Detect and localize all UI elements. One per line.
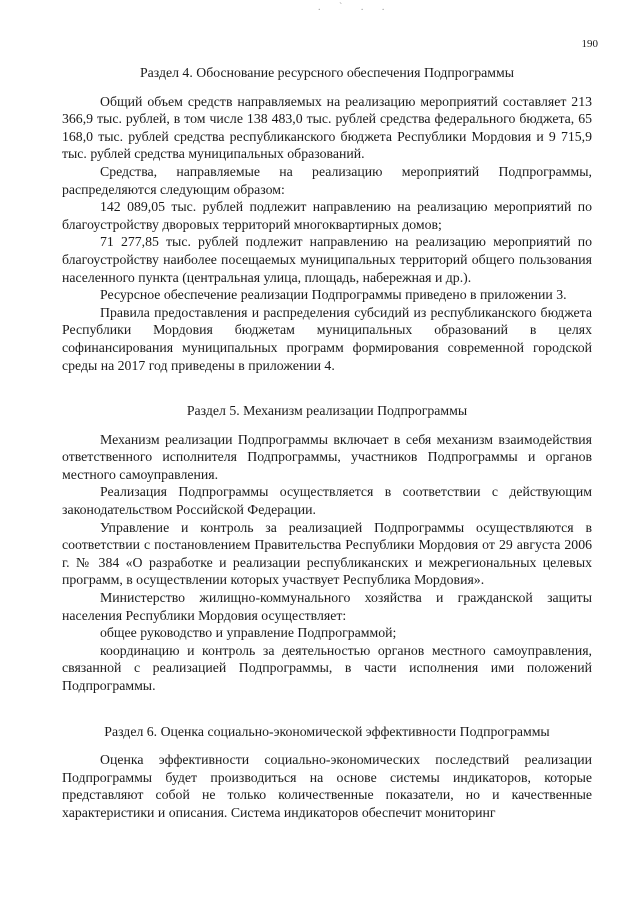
paragraph: Средства, направляемые на реализацию мероприятий Подпрограммы, распределяются следующим образом: xyxy=(62,163,592,197)
paragraph: Общий объем средств направляемых на реализацию мероприятий составляет 213 366,9 тыс. рублей, в том числе 138 483,0 тыс. рублей средства федерального бюджета, 65 168,0 тыс. рублей средства республиканского бюджета Республики Мордовия и 9 715,9 тыс. рублей средства муниципальных образований. xyxy=(62,93,592,162)
paragraph: 71 277,85 тыс. рублей подлежит направлению на реализацию мероприятий по благоустройству наиболее посещаемых муниципальных территорий общего пользования населенного пункта (центральная улица, площадь, набережная и др.). xyxy=(62,234,592,285)
paragraph: Ресурсное обеспечение реализации Подпрограммы приведено в приложении 3. xyxy=(100,287,567,303)
section-6 xyxy=(62,723,592,822)
paragraph: Управление и контроль за реализацией Подпрограммы осуществляются в соответствии с постановлением Правительства Республики Мордовия от 29 августа 2006 г. № 384 «О разработке и реализации республиканских и межрегиональных целевых программ, в осуществлении которых участвует Республика Мордовия». xyxy=(62,519,592,588)
section-5 xyxy=(62,402,592,695)
section-title: Раздел 5. Механизм реализации Подпрограммы xyxy=(186,403,468,419)
paragraph: Министерство жилищно-коммунального хозяйства и гражданской защиты населения Республики Мордовия осуществляет: xyxy=(62,590,592,623)
paragraph: Правила предоставления и распределения субсидий из республиканского бюджета Республики Мордовия бюджетам муниципальных образований в целях софинансирования муниципальных программ формирования современной городской среды на 2017 год приведены в приложении 4. xyxy=(62,304,592,373)
section-title: Раздел 4. Обоснование ресурсного обеспечения Подпрограммы xyxy=(139,65,515,80)
scan-artifact: . ` . . xyxy=(318,2,393,13)
paragraph: Оценка эффективности социально-экономических последствий реализации Подпрограммы будет производиться на основе системы индикаторов, которые представляют собой не только количественные показатели, но и качественные характеристики и описания. Система индикаторов обеспечит мониторинг xyxy=(62,752,592,820)
paragraph: 142 089,05 тыс. рублей подлежит направлению на реализацию мероприятий по благоустройству дворовых территорий многоквартирных домов; xyxy=(62,199,592,232)
paragraph: Механизм реализации Подпрограммы включает в себя механизм взаимодействия ответственного исполнителя Подпрограммы, участников Подпрограммы и органов местного самоуправления. xyxy=(62,431,592,482)
section-title: Раздел 6. Оценка социально-экономической эффективности Подпрограммы xyxy=(104,723,550,739)
paragraph: Реализация Подпрограммы осуществляется в соответствии с действующим законодательством Российской Федерации. xyxy=(62,484,592,518)
paragraph: координацию и контроль за деятельностью органов местного самоуправления, связанной с реализацией Подпрограммы, в части исполнения ими положений Подпрограммы. xyxy=(62,642,592,693)
document-body xyxy=(62,64,592,822)
section-4 xyxy=(62,64,592,374)
page-number: 190 xyxy=(581,38,598,50)
paragraph: общее руководство и управление Подпрограммой; xyxy=(100,625,397,641)
